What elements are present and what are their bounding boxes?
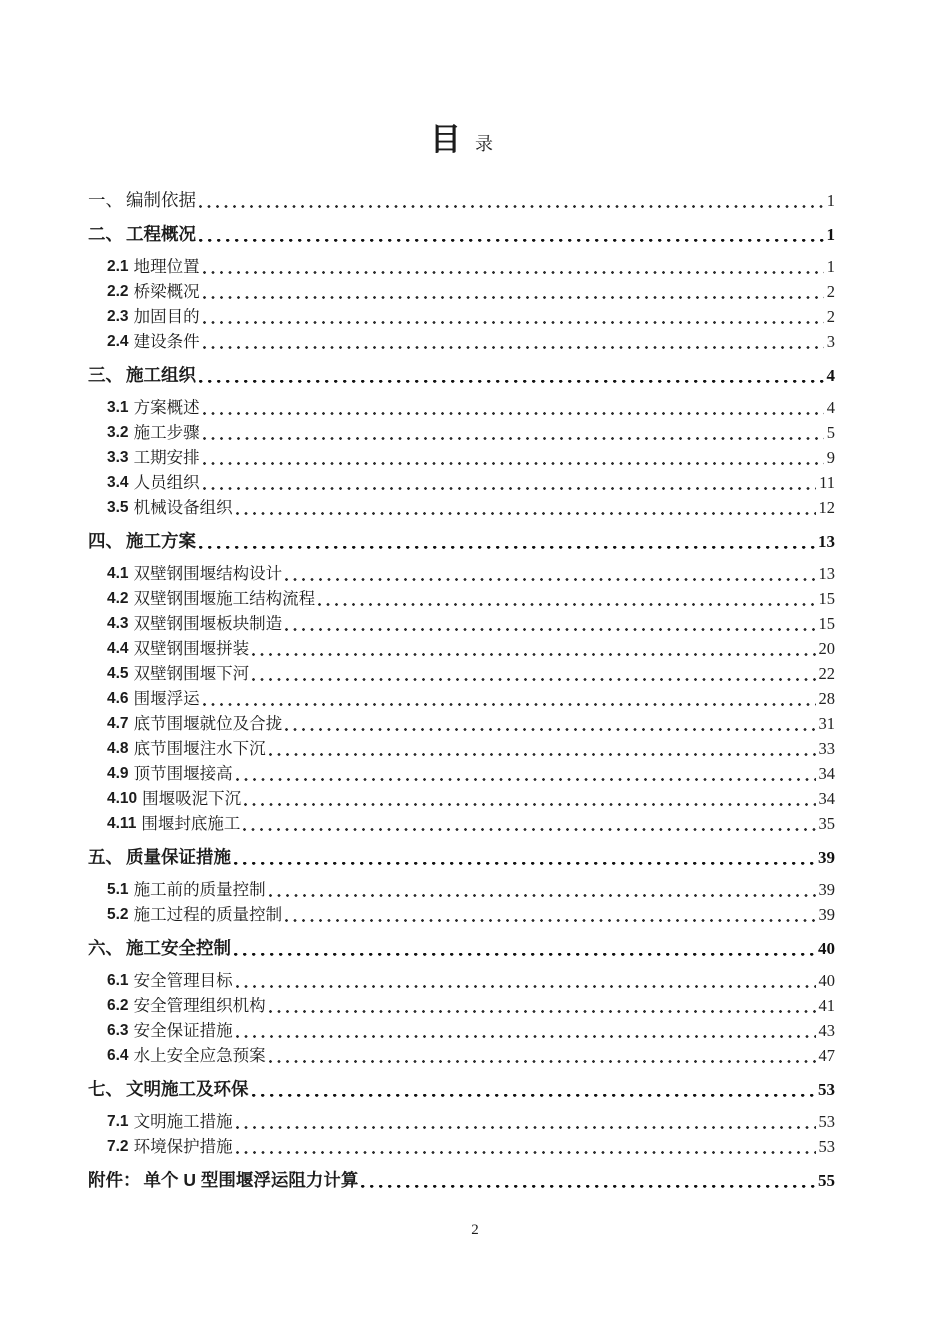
toc-entry-number: 附件： (88, 1170, 141, 1190)
toc-entry-title: 地理位置 (133, 257, 200, 276)
toc-dot-leader (200, 279, 827, 304)
toc-entry-title: 围堰吸泥下沉 (142, 789, 242, 808)
toc-entry-title: 底节围堰就位及合拢 (133, 714, 283, 733)
toc-entry-title: 文明施工及环保 (126, 1079, 249, 1099)
toc-dot-leader (249, 661, 818, 686)
toc-entry-title: 建设条件 (133, 332, 200, 351)
toc-entry-page: 43 (818, 1021, 835, 1040)
toc-entry[interactable] (88, 968, 835, 993)
toc-entry-title: 双壁钢围堰板块制造 (133, 614, 283, 633)
toc-title-sub: 录 (475, 134, 493, 154)
toc-entry-page: 1 (826, 257, 835, 276)
toc-entry-number: 5.1 (107, 881, 129, 898)
toc-entry-title: 安全管理组织机构 (133, 996, 266, 1015)
toc-entry-title: 施工步骤 (133, 423, 200, 442)
toc-dot-leader (231, 936, 818, 961)
toc-entry[interactable] (88, 1043, 835, 1068)
toc-entry[interactable] (88, 736, 835, 761)
toc-dot-leader (231, 845, 818, 870)
toc-dot-leader (200, 420, 827, 445)
toc-entry-number: 4.10 (107, 790, 138, 807)
toc-entry-title: 双壁钢围堰下河 (133, 664, 250, 683)
toc-entry-title: 人员组织 (133, 473, 200, 492)
toc-entry-number: 6.1 (107, 972, 129, 989)
toc-dot-leader (249, 636, 818, 661)
toc-dot-leader (200, 395, 827, 420)
toc-entry[interactable] (88, 529, 835, 554)
toc-entry-page: 39 (818, 905, 835, 924)
toc-entry[interactable] (88, 445, 835, 470)
toc-entry-title: 单个 U 型围堰浮运阻力计算 (143, 1170, 359, 1190)
toc-dot-leader (200, 304, 827, 329)
toc-entry-number: 7.2 (107, 1138, 129, 1155)
toc-entry[interactable] (88, 1134, 835, 1159)
toc-entry-number: 4.3 (107, 615, 129, 632)
toc-entry-title: 环境保护措施 (133, 1137, 233, 1156)
toc-entry-page: 2 (826, 307, 835, 326)
toc-entry-page: 55 (818, 1171, 835, 1190)
toc-dot-leader (233, 1109, 819, 1134)
toc-entry-page: 41 (818, 996, 835, 1015)
toc-entry-number: 5.2 (107, 906, 129, 923)
toc-entry-title: 机械设备组织 (133, 498, 233, 517)
toc-entry[interactable] (88, 470, 835, 495)
toc-entry-number: 7.1 (107, 1113, 129, 1130)
toc-entry[interactable] (88, 279, 835, 304)
toc-entry-page: 53 (818, 1112, 835, 1131)
toc-entry-page: 11 (819, 473, 835, 492)
toc-dot-leader (200, 445, 827, 470)
toc-entry-number: 四、 (88, 531, 123, 551)
toc-dot-leader (233, 761, 819, 786)
toc-entry-title: 安全管理目标 (133, 971, 233, 990)
toc-entry-number: 三、 (88, 365, 123, 385)
toc-entry[interactable] (88, 1018, 835, 1043)
toc-dot-leader (266, 736, 819, 761)
toc-entry[interactable] (88, 304, 835, 329)
toc-entry[interactable] (88, 561, 835, 586)
toc-entry-page: 15 (818, 614, 835, 633)
toc-entry-number: 4.9 (107, 765, 129, 782)
toc-dot-leader (240, 811, 818, 836)
toc-dot-leader (266, 993, 819, 1018)
toc-entry-page: 34 (818, 789, 835, 808)
toc-dot-leader (196, 529, 818, 554)
toc-dot-leader (241, 786, 818, 811)
toc-entry-page: 13 (818, 564, 835, 583)
toc-entry[interactable] (88, 420, 835, 445)
toc-entry[interactable] (88, 661, 835, 686)
toc-entry[interactable] (88, 395, 835, 420)
toc-dot-leader (282, 561, 818, 586)
toc-entry-page: 9 (826, 448, 835, 467)
toc-entry[interactable] (88, 188, 835, 213)
toc-entry-page: 53 (818, 1080, 835, 1099)
toc-entry-title: 施工安全控制 (126, 938, 231, 958)
toc-entry-page: 40 (818, 971, 835, 990)
toc-entry-page: 1 (826, 191, 835, 210)
toc-entry[interactable] (88, 586, 835, 611)
toc-entry-page: 40 (818, 939, 835, 958)
toc-entry-page: 15 (818, 589, 835, 608)
toc-entry-page: 34 (818, 764, 835, 783)
toc-entry[interactable] (88, 611, 835, 636)
toc-entry-page: 47 (818, 1046, 835, 1065)
toc-entry-number: 6.2 (107, 997, 129, 1014)
toc-entry-title: 方案概述 (133, 398, 200, 417)
toc-entry-number: 4.6 (107, 690, 129, 707)
toc-entry-number: 3.2 (107, 424, 129, 441)
toc-entry-page: 4 (826, 366, 835, 385)
toc-title-main: 目 (430, 122, 463, 157)
toc-entry-title: 围堰封底施工 (141, 814, 241, 833)
toc-dot-leader (358, 1168, 818, 1193)
toc-entry[interactable] (88, 993, 835, 1018)
toc-entry[interactable] (88, 902, 835, 927)
toc-dot-leader (196, 188, 827, 213)
toc-entry[interactable] (88, 711, 835, 736)
toc-entry-title: 工期安排 (133, 448, 200, 467)
toc-entry-title: 文明施工措施 (133, 1112, 233, 1131)
toc-entry-number: 4.7 (107, 715, 129, 732)
toc-entry-page: 22 (818, 664, 835, 683)
toc-entry-number: 3.1 (107, 399, 129, 416)
toc-entry[interactable] (88, 1077, 835, 1102)
toc-entry-page: 20 (818, 639, 835, 658)
toc-entry-title: 水上安全应急预案 (133, 1046, 266, 1065)
toc-entry-page: 12 (818, 498, 835, 517)
toc-entry-page: 33 (818, 739, 835, 758)
toc-entry-number: 二、 (88, 224, 123, 244)
toc-entry-title: 顶节围堰接高 (133, 764, 233, 783)
toc-entry-number: 6.4 (107, 1047, 129, 1064)
toc-entry[interactable] (88, 495, 835, 520)
toc-entry-number: 4.1 (107, 565, 129, 582)
toc-entry-page: 28 (818, 689, 835, 708)
toc-dot-leader (282, 711, 818, 736)
toc-entry[interactable] (88, 786, 835, 811)
toc-entry[interactable] (88, 363, 835, 388)
toc-entry[interactable] (88, 811, 835, 836)
toc-entry-number: 4.8 (107, 740, 129, 757)
toc-title (88, 122, 835, 164)
toc-entry-number: 六、 (88, 938, 123, 958)
toc-entry-title: 工程概况 (126, 224, 196, 244)
toc-entry-number: 3.5 (107, 499, 129, 516)
toc-entry-title: 双壁钢围堰施工结构流程 (133, 589, 316, 608)
toc-entry-number: 4.11 (107, 815, 137, 832)
toc-entry-page: 39 (818, 848, 835, 867)
toc-entry-number: 七、 (88, 1079, 123, 1099)
toc-entry-number: 一、 (88, 190, 123, 210)
toc-dot-leader (233, 495, 819, 520)
toc-entry-number: 五、 (88, 847, 123, 867)
toc-dot-leader (266, 877, 819, 902)
toc-entry-number: 3.4 (107, 474, 129, 491)
toc-entry-title: 围堰浮运 (133, 689, 200, 708)
toc-entry[interactable] (88, 254, 835, 279)
toc-entry[interactable] (88, 877, 835, 902)
toc-entry-page: 2 (826, 282, 835, 301)
toc-dot-leader (200, 329, 827, 354)
toc-entry-page: 13 (818, 532, 835, 551)
toc-entry-title: 施工组织 (126, 365, 196, 385)
toc-dot-leader (233, 968, 819, 993)
toc-dot-leader (315, 586, 818, 611)
toc-dot-leader (233, 1134, 819, 1159)
toc-entry-number: 2.3 (107, 308, 129, 325)
toc-entry-title: 底节围堰注水下沉 (133, 739, 266, 758)
toc-entry-page: 35 (818, 814, 835, 833)
toc-entry[interactable] (88, 1109, 835, 1134)
toc-entry-title: 施工方案 (126, 531, 196, 551)
toc-entry-number: 3.3 (107, 449, 129, 466)
toc-entry[interactable] (88, 222, 835, 247)
toc-entry-number: 4.2 (107, 590, 129, 607)
toc-dot-leader (233, 1018, 819, 1043)
toc-dot-leader (196, 222, 827, 247)
toc-entry[interactable] (88, 636, 835, 661)
toc-entry[interactable] (88, 1168, 835, 1193)
toc-entry-page: 5 (826, 423, 835, 442)
toc-entry-page: 4 (826, 398, 835, 417)
toc-entry-title: 桥梁概况 (133, 282, 200, 301)
toc-dot-leader (200, 686, 819, 711)
toc-dot-leader (266, 1043, 819, 1068)
toc-entry-page: 1 (826, 225, 835, 244)
toc-entry[interactable] (88, 845, 835, 870)
toc-dot-leader (282, 611, 818, 636)
toc-entry-page: 3 (826, 332, 835, 351)
toc-entry[interactable] (88, 761, 835, 786)
toc-dot-leader (200, 254, 827, 279)
toc-entry-title: 双壁钢围堰结构设计 (133, 564, 283, 583)
toc-list (88, 188, 835, 1193)
toc-entry-title: 施工过程的质量控制 (133, 905, 283, 924)
toc-entry-number: 6.3 (107, 1022, 129, 1039)
toc-entry-title: 施工前的质量控制 (133, 880, 266, 899)
toc-entry-number: 2.4 (107, 333, 129, 350)
toc-entry[interactable] (88, 329, 835, 354)
toc-entry-title: 质量保证措施 (126, 847, 231, 867)
toc-entry-page: 53 (818, 1137, 835, 1156)
toc-entry-title: 编制依据 (126, 190, 196, 210)
toc-dot-leader (196, 363, 827, 388)
page-number-footer: 2 (471, 1222, 479, 1238)
toc-entry-number: 4.4 (107, 640, 129, 657)
toc-dot-leader (200, 470, 820, 495)
toc-entry-title: 加固目的 (133, 307, 200, 326)
toc-entry-number: 2.1 (107, 258, 129, 275)
toc-dot-leader (249, 1077, 819, 1102)
toc-entry[interactable] (88, 936, 835, 961)
toc-entry-title: 安全保证措施 (133, 1021, 233, 1040)
toc-dot-leader (282, 902, 818, 927)
toc-entry-page: 39 (818, 880, 835, 899)
toc-entry-title: 双壁钢围堰拼装 (133, 639, 250, 658)
toc-entry-page: 31 (818, 714, 835, 733)
toc-entry[interactable] (88, 686, 835, 711)
toc-entry-number: 4.5 (107, 665, 129, 682)
toc-entry-number: 2.2 (107, 283, 129, 300)
